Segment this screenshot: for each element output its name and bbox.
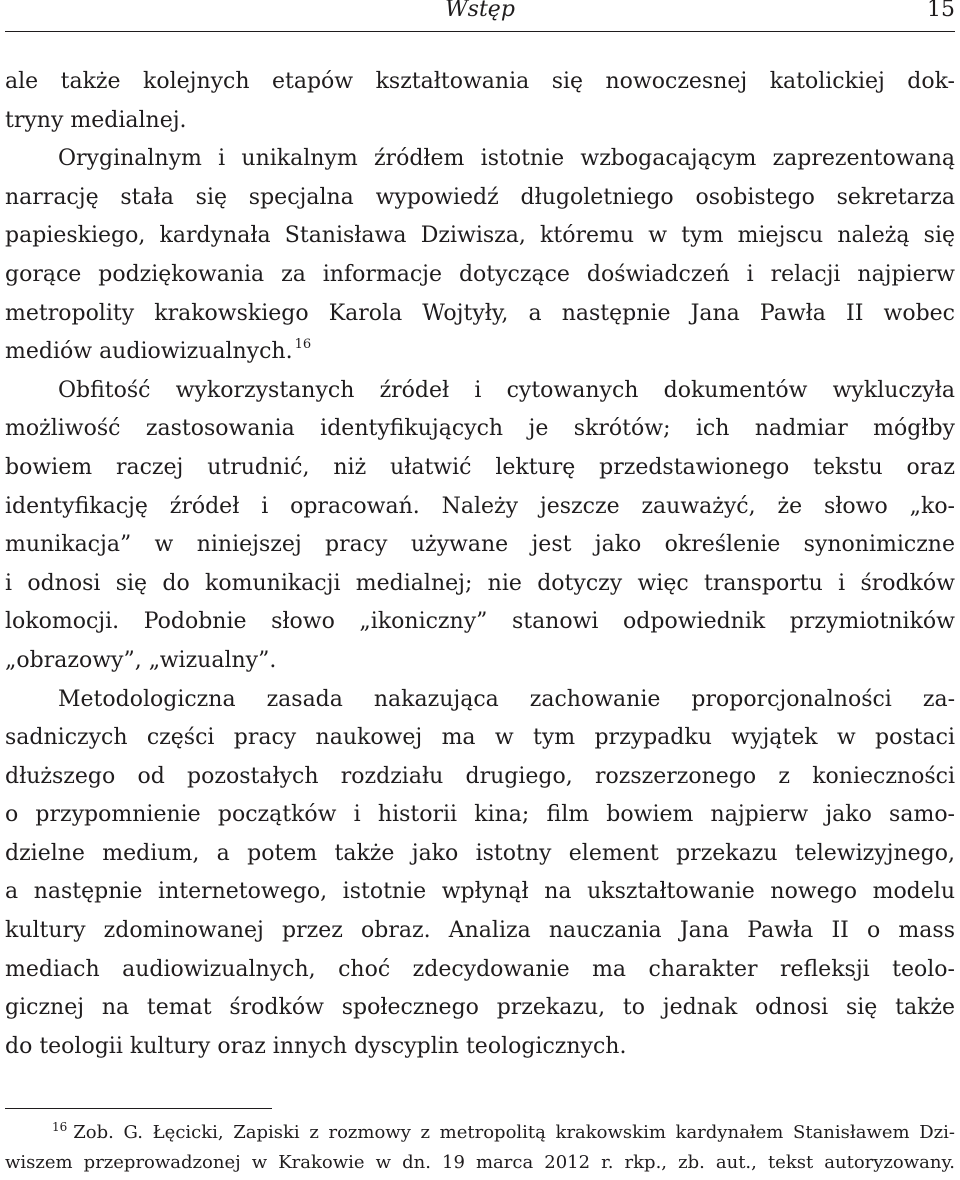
text-line: do teologii kultury oraz innych dyscyplin teologicznych. xyxy=(5,1033,627,1059)
text-line: sadniczych części pracy naukowej ma w tym przypadku wyjątek w postaci xyxy=(5,725,955,751)
footnote-separator xyxy=(5,1108,272,1109)
text-line xyxy=(5,333,955,372)
text-line: mediach audiowizualnych, choć zdecydowanie ma charakter refleksji teolo- xyxy=(5,956,955,982)
text-line: metropolity krakowskiego Karola Wojtyły, a następnie Jana Pawła II wobec xyxy=(5,300,955,326)
paragraph xyxy=(5,372,955,681)
text-line: ale także kolejnych etapów kształtowania się nowoczesnej katolickiej dok- xyxy=(5,69,955,94)
footnote-line xyxy=(5,1118,955,1148)
text-line: papieskiego, kardynała Stanisława Dziwisza, któremu w tym miejscu należą się xyxy=(5,223,955,249)
text-line: gorące podziękowania za informacje dotyczące doświadczeń i relacji najpierw xyxy=(5,261,955,287)
text-line: i odnosi się do komunikacji medialnej; nie dotyczy więc transportu i środków xyxy=(5,570,955,596)
text-line: możliwość zastosowania identyfikujących je skrótów; ich nadmiar mógłby xyxy=(5,416,955,442)
text-line: dzielne medium, a potem także jako istotny element przekazu telewizyjnego, xyxy=(5,840,955,866)
text-line: Metodologiczna zasada nakazująca zachowanie proporcjonalności za- xyxy=(58,686,955,712)
text-line: bowiem raczej utrudnić, niż ułatwić lekturę przedstawionego tekstu oraz xyxy=(5,454,955,480)
footnote-ref-mark: 16 xyxy=(294,337,312,353)
paragraph xyxy=(5,140,955,372)
paragraph xyxy=(5,63,955,140)
footnote-line: wiszem przeprowadzonej w Krakowie w dn. 19 marca 2012 r. rkp., zb. aut., tekst autoryzowany. xyxy=(5,1152,955,1173)
footnotes xyxy=(5,1118,955,1178)
footnote-number: 16 xyxy=(52,1120,68,1134)
text-line: Obfitość wykorzystanych źródeł i cytowanych dokumentów wykluczyła xyxy=(58,377,955,403)
running-title: Wstęp xyxy=(445,0,515,22)
text-line: gicznej na temat środków społecznego przekazu, to jednak odnosi się także xyxy=(5,995,955,1021)
running-header xyxy=(5,0,955,32)
text-line: munikacja” w niniejszej pracy używane jest jako określenie synonimiczne xyxy=(5,532,955,558)
text-line: Oryginalnym i unikalnym źródłem istotnie wzbogacającym zaprezentowaną xyxy=(58,146,955,172)
text-line-content: mediów audiowizualnych. xyxy=(5,339,293,365)
footnote-text: Zob. G. Łęcicki, Zapiski z rozmowy z metropolitą krakowskim kardynałem Stanisławem Dzi- xyxy=(73,1122,955,1143)
paragraph xyxy=(5,681,955,1067)
text-line: dłuższego od pozostałych rozdziału drugiego, rozszerzonego z konieczności xyxy=(5,763,955,789)
text-line: kultury zdominowanej przez obraz. Analiza nauczania Jana Pawła II o mass xyxy=(5,918,955,944)
text-line: „obrazowy”, „wizualny”. xyxy=(5,647,277,673)
text-line: lokomocji. Podobnie słowo „ikoniczny” stanowi odpowiednik przymiotników xyxy=(5,609,955,635)
text-line: a następnie internetowego, istotnie wpłynął na ukształtowanie nowego modelu xyxy=(5,879,955,905)
page-number: 15 xyxy=(927,0,955,22)
text-line: narrację stała się specjalna wypowiedź długoletniego osobistego sekretarza xyxy=(5,184,955,210)
text-line: tryny medialnej. xyxy=(5,107,187,133)
text-line: identyfikację źródeł i opracowań. Należy jeszcze zauważyć, że słowo „ko- xyxy=(5,493,955,519)
text-line: o przypomnienie początków i historii kina; film bowiem najpierw jako samo- xyxy=(5,802,955,828)
body-text xyxy=(5,63,955,1066)
